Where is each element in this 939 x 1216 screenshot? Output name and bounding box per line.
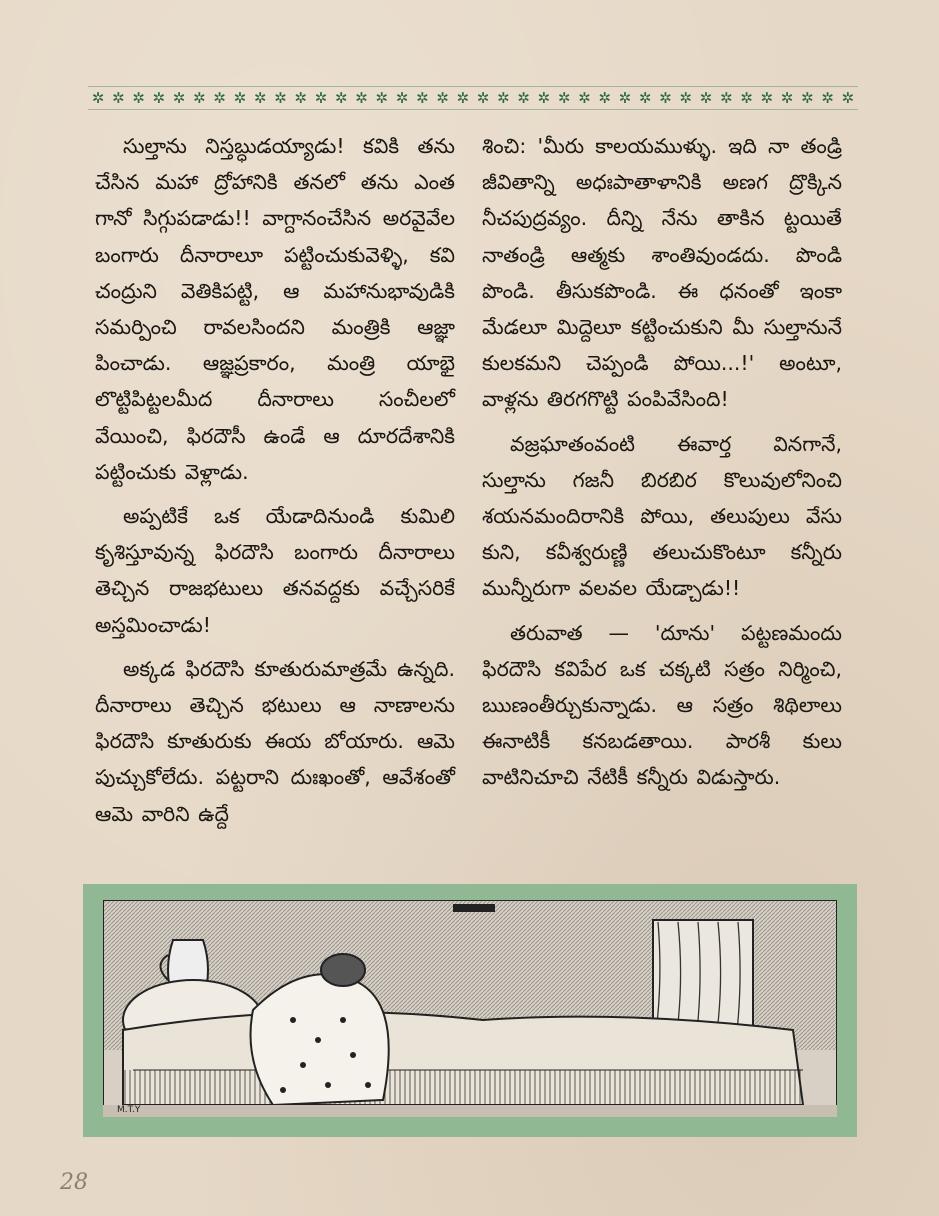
- border-ornament-icon: ✲: [294, 89, 307, 107]
- border-ornament-icon: ✲: [456, 89, 470, 107]
- text-column-left: [95, 128, 455, 840]
- text-column-right: [482, 128, 842, 804]
- figure-head: [321, 954, 365, 986]
- paragraph: శించి: 'మీరు కాలయముళ్ళు. ఇది నా తండ్రి జీవితాన్ని అధఃపాతాళానికి అణగ ద్రొక్కిన నీచపుద్రవ్యం. దీన్ని నేను తాకిన ట్టయితే నాతండ్రి ఆత్మకు శాంతివుండదు. పొండి పొండి. తీసుకపొండి. ఈ ధనంతో ఇంకా మేడలూ మిద్దెలూ కట్టించుకుని మీ సుల్తానునే కులకమని చెప్పండి పోయి...!' అంటూ, వాళ్లను తిరగగొట్టి పంపివేసింది!: [482, 134, 842, 412]
- border-ornament-icon: ✲: [476, 89, 490, 107]
- border-ornament-icon: ✲: [436, 89, 449, 107]
- border-ornament-icon: ✲: [557, 89, 571, 107]
- border-ornament-icon: ✲: [253, 89, 267, 107]
- bedroom-illustration: [103, 900, 837, 1117]
- border-ornament-icon: ✲: [699, 89, 713, 107]
- border-ornament-icon: ✲: [740, 89, 753, 107]
- border-ornament-icon: ✲: [111, 89, 125, 107]
- border-ornament-icon: ✲: [91, 89, 105, 107]
- border-ornament-icon: ✲: [598, 89, 611, 107]
- border-ornament-icon: ✲: [233, 89, 247, 107]
- illustration-frame: [83, 884, 857, 1137]
- border-ornament-icon: ✲: [821, 89, 834, 107]
- border-ornament-icon: ✲: [355, 89, 368, 107]
- border-ornament-icon: ✲: [719, 89, 733, 107]
- border-ornament-icon: ✲: [618, 89, 632, 107]
- border-ornament-icon: ✲: [172, 89, 186, 107]
- border-ornament-icon: ✲: [415, 89, 429, 107]
- border-ornament-icon: ✲: [152, 89, 166, 107]
- border-ornament-icon: ✲: [497, 89, 510, 107]
- border-ornament-icon: ✲: [760, 89, 774, 107]
- floor: [103, 1105, 837, 1117]
- border-ornament-icon: ✲: [638, 89, 652, 107]
- border-ornament-icon: ✲: [395, 89, 409, 107]
- paragraph: అక్కడ ఫిరదౌసి కూతురుమాత్రమే ఉన్నది. దీనారాలు తెచ్చిన భటులు ఆ నాణాలను ఫిరదౌసి కూతురుకు ఈయ బోయారు. ఆమె పుచ్చుకోలేదు. పట్టరాని దుఃఖంతో, ఆవేశంతో ఆమె వారిని ఉద్దే: [95, 656, 455, 826]
- border-ornament-icon: ✲: [679, 89, 692, 107]
- wall-lamp: [453, 904, 495, 912]
- border-ornament-icon: ✲: [314, 89, 328, 107]
- paragraph: వజ్రఘాతంవంటి ఈవార్త వినగానే, సుల్తాను గజనీ బిరబిర కొలువులోనించి శయనమందిరానికి పోయి, తలుపులు వేసు కుని, కవీశ్వరుణ్ణి తలుచుకొంటూ కన్నీరు మున్నీరుగా వలవల యేడ్చాడు!!: [482, 431, 842, 601]
- bed-skirt: [123, 1070, 803, 1105]
- page-number: 28: [60, 1170, 88, 1195]
- border-ornament-icon: ✲: [132, 89, 145, 107]
- artist-signature: M.T.Y: [117, 1105, 141, 1115]
- paragraph: తరువాత — 'దూను' పట్టణమందు ఫిరదౌసి కవిపేర ఒక చక్కటి సత్రం నిర్మించి, ఋణంతీర్చుకున్నాడు. ఆ సత్రం శిథిలాలు ఈనాటికీ కనబడతాయి. పారశీ కులు వాటినిచూచి నేటికీ కన్నీరు విడుస్తారు.: [482, 620, 842, 790]
- paragraph: అప్పటికే ఒక యేడాదినుండి కుమిలి కృశిస్తూవున్న ఫిరదౌసి బంగారు దీనారాలు తెచ్చిన రాజభటులు తనవద్దకు వచ్చేసరికే అస్తమించాడు!: [95, 504, 455, 637]
- border-ornament-icon: ✲: [659, 89, 672, 107]
- border-ornament-icon: ✲: [780, 89, 794, 107]
- decorative-border: [88, 86, 858, 110]
- border-ornament-icon: ✲: [274, 89, 287, 107]
- border-ornament-icon: ✲: [517, 89, 530, 107]
- paragraph: సుల్తాను నిస్తబ్ధుడయ్యాడు! కవికి తను చేసిన మహా ద్రోహానికి తనలో తను ఎంత గానో సిగ్గుపడాడు!! వాగ్దానంచేసిన అరవైవేల బంగారు దీనారాలూ పట్టించుకువెళ్ళి, కవి చంద్రుని వెతికిపట్టి, ఆ మహానుభావుడికి సమర్పించి రావలసిందని మంత్రికి ఆజ్ఞా పించాడు. ఆజ్ఞప్రకారం, మంత్రి యాభై లొట్టిపిట్టలమీద దీనారాలు సంచీలలో వేయించి, ఫిరదౌసీ ఉండే ఆ దూరదేశానికి పట్టించుకు వెళ్లాడు.: [95, 134, 455, 484]
- border-ornament-icon: ✲: [193, 89, 206, 107]
- border-ornament-icon: ✲: [537, 89, 551, 107]
- border-ornament-icon: ✲: [375, 89, 388, 107]
- border-ornament-icon: ✲: [334, 89, 348, 107]
- border-ornament-icon: ✲: [841, 89, 855, 107]
- border-ornament-icon: ✲: [801, 89, 814, 107]
- border-ornament-icon: ✲: [213, 89, 226, 107]
- border-ornament-icon: ✲: [578, 89, 591, 107]
